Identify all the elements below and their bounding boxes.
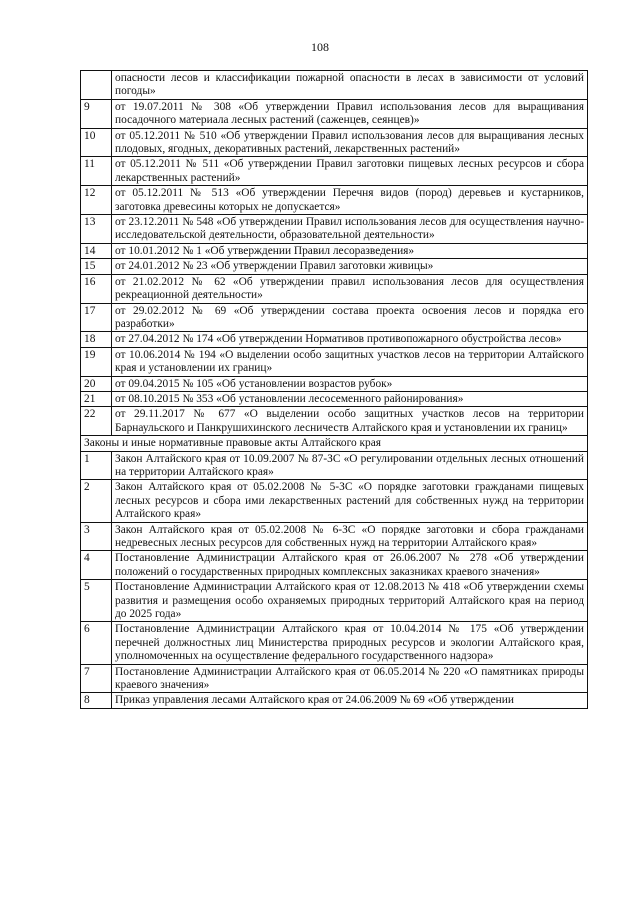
act-description: от 29.02.2012 № 69 «Об утверждении состава проекта освоения лесов и порядка его разработки» — [112, 303, 588, 332]
row-number: 12 — [81, 186, 112, 215]
table-row — [81, 99, 588, 128]
row-number: 19 — [81, 347, 112, 376]
table-row — [81, 580, 588, 622]
act-description: от 21.02.2012 № 62 «Об утверждении правил использования лесов для осуществления рекреационной деятельности» — [112, 274, 588, 303]
row-number: 8 — [81, 693, 112, 708]
act-description: от 29.11.2017 № 677 «О выделении особо защитных участков лесов на территории Барнаульского и Панкрушихинского лесничеств Алтайского края и установлении их границ» — [112, 407, 588, 436]
act-description: опасности лесов и классификации пожарной опасности в лесах в зависимости от условий погоды» — [112, 71, 588, 100]
table-row — [81, 522, 588, 551]
table-row — [81, 551, 588, 580]
act-description: от 10.01.2012 № 1 «Об утверждении Правил лесоразведения» — [112, 243, 588, 258]
act-description: от 23.12.2011 № 548 «Об утверждении Правил использования лесов для осуществления научно-исследовательской деятельности, образовательной деятельности» — [112, 215, 588, 244]
table-row — [81, 259, 588, 274]
table-row — [81, 391, 588, 406]
act-description: от 09.04.2015 № 105 «Об установлении возрастов рубок» — [112, 376, 588, 391]
act-description: от 10.06.2014 № 194 «О выделении особо защитных участков лесов на территории Алтайского края и установлении их границ» — [112, 347, 588, 376]
act-description: Закон Алтайского края от 05.02.2008 № 5-ЗС «О порядке заготовки гражданами пищевых лесных ресурсов и сбора ими лекарственных растений для собственных нужд на территории Алтайского края» — [112, 480, 588, 522]
legal-acts-table — [80, 70, 588, 709]
row-number: 14 — [81, 243, 112, 258]
row-number: 1 — [81, 451, 112, 480]
act-description: от 24.01.2012 № 23 «Об утверждении Правил заготовки живицы» — [112, 259, 588, 274]
table-row — [81, 215, 588, 244]
table-row — [81, 451, 588, 480]
section-header-row — [81, 436, 588, 451]
row-number: 17 — [81, 303, 112, 332]
table-row — [81, 128, 588, 157]
table-row — [81, 303, 588, 332]
table-row — [81, 186, 588, 215]
table-row — [81, 243, 588, 258]
row-number: 13 — [81, 215, 112, 244]
row-number: 2 — [81, 480, 112, 522]
row-number: 9 — [81, 99, 112, 128]
table-row — [81, 622, 588, 664]
act-description: Закон Алтайского края от 10.09.2007 № 87-ЗС «О регулировании отдельных лесных отношений на территории Алтайского края» — [112, 451, 588, 480]
table-row — [81, 376, 588, 391]
table-row — [81, 332, 588, 347]
table-row — [81, 480, 588, 522]
table-row — [81, 274, 588, 303]
row-number: 6 — [81, 622, 112, 664]
page-number: 108 — [311, 40, 329, 54]
row-number: 7 — [81, 664, 112, 693]
act-description: от 05.12.2011 № 510 «Об утверждении Правил использования лесов для выращивания лесных плодовых, ягодных, декоративных растений, лекарственных растений» — [112, 128, 588, 157]
row-number: 5 — [81, 580, 112, 622]
act-description: от 05.12.2011 № 511 «Об утверждении Правил заготовки пищевых лесных ресурсов и сбора лекарственных растений» — [112, 157, 588, 186]
act-description: Постановление Администрации Алтайского края от 12.08.2013 № 418 «Об утверждении схемы развития и размещения особо охраняемых природных территорий Алтайского края на период до 2025 года» — [112, 580, 588, 622]
table-row — [81, 157, 588, 186]
row-number: 10 — [81, 128, 112, 157]
section-title: Законы и иные нормативные правовые акты Алтайского края — [81, 436, 588, 451]
act-description: от 19.07.2011 № 308 «Об утверждении Правил использования лесов для выращивания посадочного материала лесных растений (саженцев, сеянцев)» — [112, 99, 588, 128]
row-number — [81, 71, 112, 100]
table-row — [81, 407, 588, 436]
act-description: Постановление Администрации Алтайского края от 26.06.2007 № 278 «Об утверждении положений о государственных природных комплексных заказниках краевого значения» — [112, 551, 588, 580]
act-description: от 05.12.2011 № 513 «Об утверждении Перечня видов (пород) деревьев и кустарников, заготовка древесины которых не допускается» — [112, 186, 588, 215]
row-number: 16 — [81, 274, 112, 303]
row-number: 15 — [81, 259, 112, 274]
table-row — [81, 347, 588, 376]
row-number: 22 — [81, 407, 112, 436]
table-row — [81, 693, 588, 708]
row-number: 20 — [81, 376, 112, 391]
act-description: Постановление Администрации Алтайского края от 06.05.2014 № 220 «О памятниках природы краевого значения» — [112, 664, 588, 693]
row-number: 4 — [81, 551, 112, 580]
table-row — [81, 664, 588, 693]
act-description: Закон Алтайского края от 05.02.2008 № 6-ЗС «О порядке заготовки и сбора гражданами недревесных лесных ресурсов для собственных нужд на территории Алтайского края» — [112, 522, 588, 551]
act-description: Приказ управления лесами Алтайского края от 24.06.2009 № 69 «Об утверждении — [112, 693, 588, 708]
act-description: от 08.10.2015 № 353 «Об установлении лесосеменного районирования» — [112, 391, 588, 406]
table-row — [81, 71, 588, 100]
row-number: 18 — [81, 332, 112, 347]
act-description: Постановление Администрации Алтайского края от 10.04.2014 № 175 «Об утверждении перечней должностных лиц Министерства природных ресурсов и экологии Алтайского края, уполномоченных на осуществление федерального государственного надзора» — [112, 622, 588, 664]
row-number: 11 — [81, 157, 112, 186]
row-number: 21 — [81, 391, 112, 406]
row-number: 3 — [81, 522, 112, 551]
act-description: от 27.04.2012 № 174 «Об утверждении Нормативов противопожарного обустройства лесов» — [112, 332, 588, 347]
